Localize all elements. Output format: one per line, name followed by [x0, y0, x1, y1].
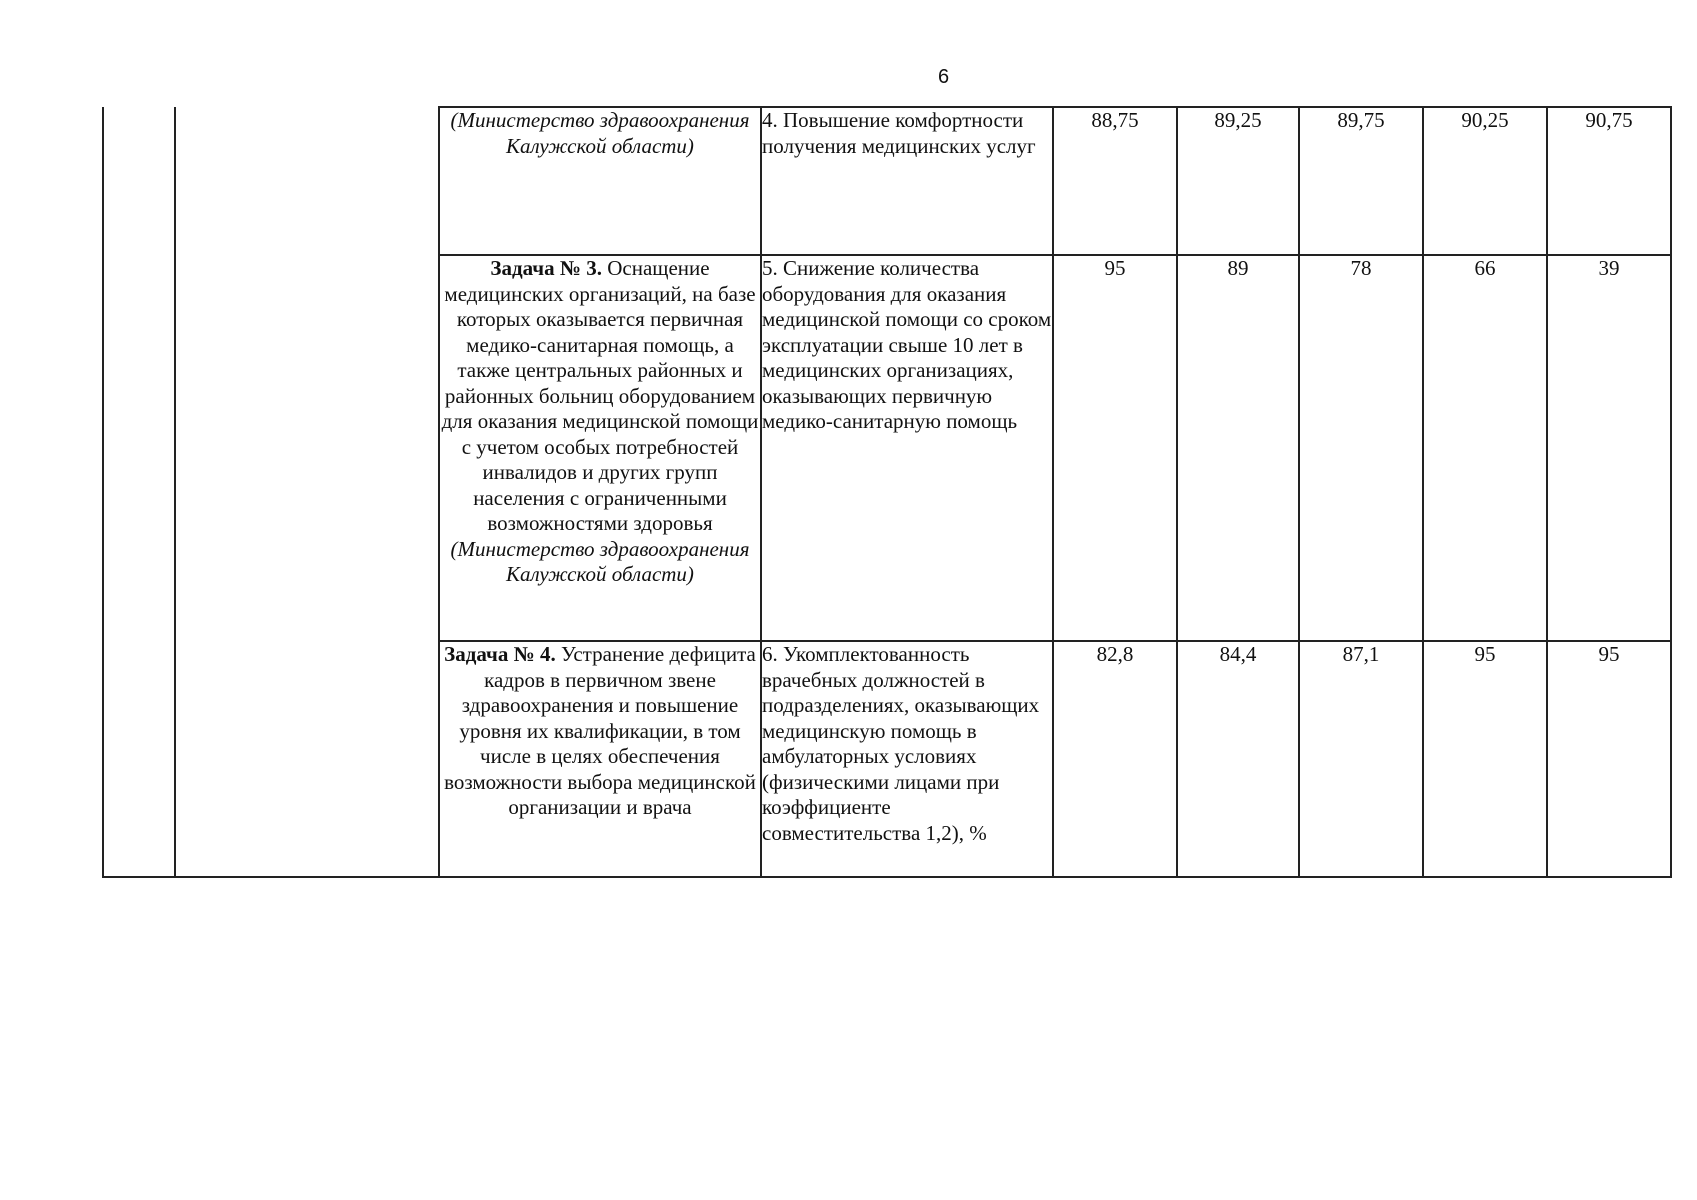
task-text: Оснащение медицинских организаций, на базе которых оказывается первичная медико-санитарная помощь, а также центральных районных и районных больниц оборудованием для оказания медицинской помощи с учетом особых потребностей инвалидов и других групп населения с ограниченными возможностями здоровья	[441, 256, 759, 535]
value-cell	[1547, 641, 1671, 877]
indicators-table	[102, 106, 1672, 878]
value-cell	[1177, 641, 1299, 877]
value-cell	[1299, 641, 1423, 877]
value: 90,75	[1585, 108, 1633, 132]
value-cell	[1423, 641, 1547, 877]
value: 95	[1474, 642, 1496, 666]
table-row	[103, 107, 1671, 255]
value: 39	[1598, 256, 1620, 280]
value: 78	[1350, 256, 1372, 280]
value: 90,25	[1461, 108, 1509, 132]
value-cell	[1547, 255, 1671, 641]
value: 89	[1227, 256, 1249, 280]
page-number: 6	[937, 66, 950, 88]
task-title: Задача № 3.	[490, 256, 602, 280]
value: 82,8	[1096, 642, 1134, 666]
value: 95	[1104, 256, 1126, 280]
task-ministry: (Министерство здравоохранения Калужской области)	[450, 108, 750, 158]
value-cell	[1177, 255, 1299, 641]
value-cell	[1299, 255, 1423, 641]
value: 84,4	[1219, 642, 1257, 666]
value: 89,25	[1214, 108, 1262, 132]
value: 89,75	[1337, 108, 1385, 132]
value-cell	[1423, 255, 1547, 641]
task-cell	[439, 641, 761, 877]
value-cell	[1547, 107, 1671, 255]
blank-column-1	[103, 107, 175, 877]
value: 88,75	[1091, 108, 1139, 132]
indicator-cell: 4. Повышение комфортности получения медицинских услуг	[761, 107, 1053, 255]
value: 87,1	[1342, 642, 1380, 666]
value: 95	[1598, 642, 1620, 666]
task-cell	[439, 107, 761, 255]
indicator-cell: 6. Укомплектованность врачебных должностей в подразделениях, оказывающих медицинскую помощь в амбулаторных условиях (физическими лицами при коэффициенте совместительства 1,2), %	[761, 641, 1053, 877]
value: 66	[1474, 256, 1496, 280]
blank-column-2	[175, 107, 439, 877]
task-ministry: (Министерство здравоохранения Калужской области)	[450, 536, 750, 586]
task-text: Устранение дефицита кадров в первичном звене здравоохранения и повышение уровня их квалификации, в том числе в целях обеспечения возможности выбора медицинской организации и врача	[444, 642, 756, 819]
value-cell	[1053, 107, 1177, 255]
task-title: Задача № 4.	[444, 642, 556, 666]
indicator-cell: 5. Снижение количества оборудования для оказания медицинской помощи со сроком эксплуатации свыше 10 лет в медицинских организациях, оказывающих первичную медико-санитарную помощь	[761, 255, 1053, 641]
value-cell	[1177, 107, 1299, 255]
task-cell	[439, 255, 761, 641]
value-cell	[1423, 107, 1547, 255]
value-cell	[1053, 255, 1177, 641]
value-cell	[1299, 107, 1423, 255]
value-cell	[1053, 641, 1177, 877]
